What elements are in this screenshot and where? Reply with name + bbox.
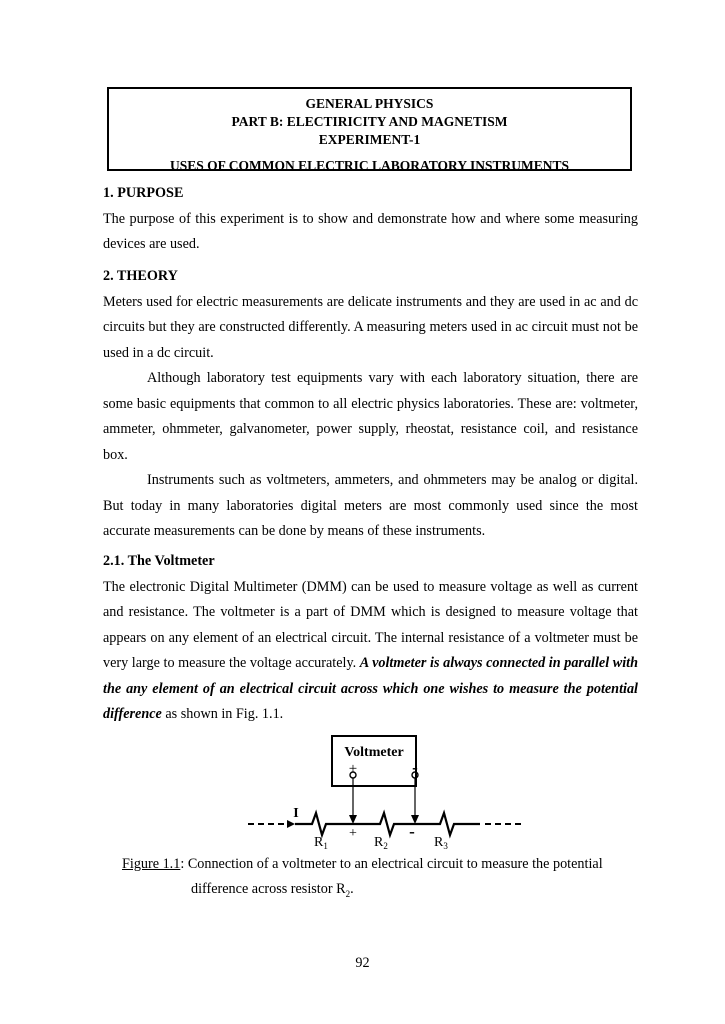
voltmeter-heading: 2.1. The Voltmeter <box>103 553 215 569</box>
current-label: I <box>293 806 299 821</box>
voltmeter-text: The electronic Digital Multimeter (DMM) can be used to measure voltage as well as current and resistance. The voltmeter is a part of DMM which is designed to measure voltage that appears on any element of an electrical circuit. The internal resistance of a voltmeter must be very large to measure the voltage accurately. <box>103 578 638 671</box>
purpose-text: The purpose of this experiment is to show and demonstrate how and where some measuring devices are used. <box>103 210 638 252</box>
theory-paragraph-3: Instruments such as voltmeters, ammeters, and ohmmeters may be analog or digital. But today in many laboratories digital meters are most commonly used since the most accurate measurements can be done by means of these instruments. <box>103 472 638 539</box>
voltmeter-plus-sign: + <box>348 761 358 777</box>
part-title: PART B: ELECTIRICITY AND MAGNETISM <box>231 114 508 129</box>
resistor-r1-label: $R_1$ <box>314 835 328 851</box>
voltmeter-circuit-diagram <box>240 735 530 860</box>
experiment-title: USES OF COMMON ELECTRIC LABORATORY INSTRUMENTS <box>170 158 569 173</box>
purpose-heading: 1. PURPOSE <box>103 185 184 201</box>
voltmeter-emphasis: A voltmeter is always connected in parallel with the any element of an electrical circuit across which one wishes to measure the potential difference <box>103 655 638 722</box>
experiment-number: EXPERIMENT-1 <box>318 132 421 147</box>
voltmeter-text-tail: as shown in Fig. 1.1. <box>161 706 284 722</box>
r2-minus-sign: - <box>409 822 415 841</box>
caption-line-1 <box>122 852 642 877</box>
caption-label: Figure 1.1 <box>122 856 181 872</box>
voltmeter-paragraph <box>103 575 638 728</box>
theory-section <box>103 264 638 545</box>
figure-caption <box>122 852 642 907</box>
r2-plus-sign: + <box>349 826 357 841</box>
caption-line-2: difference across resistor $R_2$. <box>191 881 354 899</box>
positive-lead-arrow <box>349 815 357 824</box>
resistor-chain <box>295 813 480 835</box>
caption-text: : Connection of a voltmeter to an electrical circuit to measure the potential <box>180 856 603 872</box>
voltmeter-section <box>103 549 638 728</box>
course-title: GENERAL PHYSICS <box>305 96 434 111</box>
voltmeter-minus-sign: - <box>412 758 418 777</box>
resistor-r3-label: $R_3$ <box>434 835 448 851</box>
voltmeter-label: Voltmeter <box>344 745 404 760</box>
theory-paragraph-1: Meters used for electric measurements are delicate instruments and they are used in ac and dc circuits but they are constructed differently. A measuring meters used in ac circuit must not be used in a dc circuit. <box>103 293 638 361</box>
theory-heading: 2. THEORY <box>103 268 178 284</box>
theory-paragraph-2: Although laboratory test equipments vary with each laboratory situation, there are some basic equipments that common to all electric physics laboratories. These are: voltmeter, ammeter, ohmmeter, galvanometer, power supply, rheostat, resistance coil, and resistance box. <box>103 370 638 463</box>
current-arrow <box>287 820 295 828</box>
purpose-section <box>103 181 638 258</box>
resistor-r2-label: $R_2$ <box>374 835 388 851</box>
title-box <box>107 87 632 171</box>
voltmeter-box <box>332 736 416 786</box>
page-number: 92 <box>355 955 370 971</box>
